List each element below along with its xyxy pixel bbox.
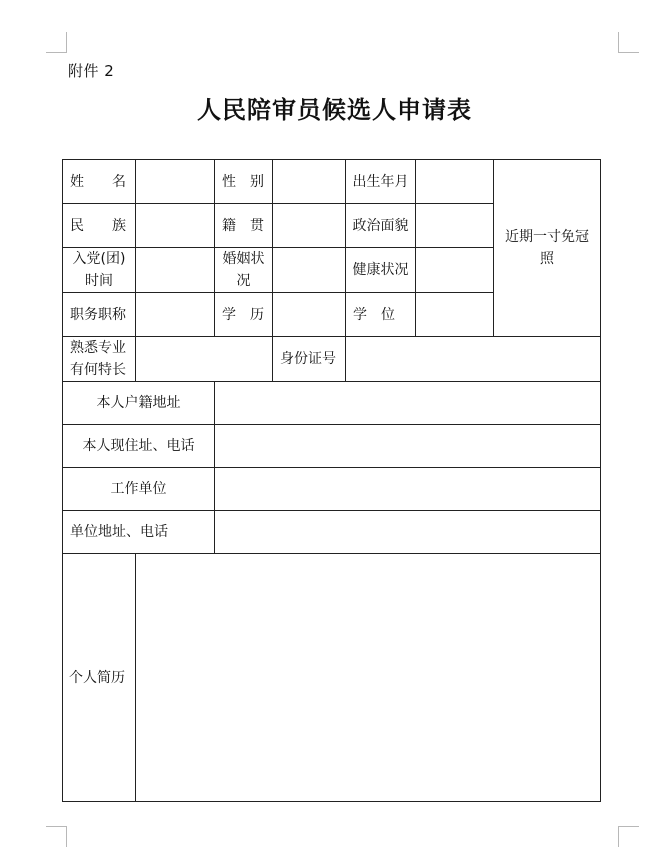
form-row-10	[63, 554, 601, 802]
page-corner-mark-bottom-left	[46, 826, 67, 847]
input-marital-status[interactable]	[273, 248, 346, 293]
label-name: 姓 名	[63, 160, 136, 204]
input-party-join-date[interactable]	[136, 248, 215, 293]
input-ethnicity[interactable]	[136, 204, 215, 248]
input-health-status[interactable]	[416, 248, 494, 293]
label-specialty: 熟悉专业有何特长	[63, 337, 136, 382]
label-job-title: 职务职称	[63, 293, 136, 337]
input-id-number[interactable]	[346, 337, 601, 382]
input-workplace[interactable]	[215, 468, 601, 511]
input-political-status[interactable]	[416, 204, 494, 248]
input-birth-date[interactable]	[416, 160, 494, 204]
label-household-address: 本人户籍地址	[63, 382, 215, 425]
input-workplace-address-phone[interactable]	[215, 511, 601, 554]
input-specialty[interactable]	[136, 337, 273, 382]
label-workplace-address-phone: 单位地址、电话	[63, 511, 215, 554]
application-form-table	[62, 159, 601, 802]
label-gender: 性 别	[215, 160, 273, 204]
form-title: 人民陪审员候选人申请表	[197, 95, 472, 124]
label-education: 学 历	[215, 293, 273, 337]
page-corner-mark-bottom-right	[618, 826, 639, 847]
label-id-number: 身份证号	[273, 337, 346, 382]
input-current-address-phone[interactable]	[215, 425, 601, 468]
label-marital-status: 婚姻状况	[215, 248, 273, 293]
input-education[interactable]	[273, 293, 346, 337]
label-political-status: 政治面貌	[346, 204, 416, 248]
input-native-place[interactable]	[273, 204, 346, 248]
form-row-7	[63, 425, 601, 468]
form-row-1	[63, 160, 601, 204]
label-current-address-phone: 本人现住址、电话	[63, 425, 215, 468]
form-row-8	[63, 468, 601, 511]
input-household-address[interactable]	[215, 382, 601, 425]
label-health-status: 健康状况	[346, 248, 416, 293]
label-native-place: 籍 贯	[215, 204, 273, 248]
form-row-5	[63, 337, 601, 382]
label-birth-date: 出生年月	[346, 160, 416, 204]
form-row-9	[63, 511, 601, 554]
page-corner-mark-top-left	[46, 32, 67, 53]
input-resume[interactable]	[136, 554, 601, 802]
label-party-join-date: 入党(团)时间	[63, 248, 136, 293]
label-resume: 个人简历	[63, 554, 136, 802]
form-row-6	[63, 382, 601, 425]
attachment-label: 附件 2	[68, 62, 115, 80]
label-ethnicity: 民 族	[63, 204, 136, 248]
photo-box[interactable]: 近期一寸免冠照	[494, 160, 601, 337]
input-job-title[interactable]	[136, 293, 215, 337]
label-degree: 学 位	[346, 293, 416, 337]
input-gender[interactable]	[273, 160, 346, 204]
label-workplace: 工作单位	[63, 468, 215, 511]
page-corner-mark-top-right	[618, 32, 639, 53]
input-name[interactable]	[136, 160, 215, 204]
input-degree[interactable]	[416, 293, 494, 337]
